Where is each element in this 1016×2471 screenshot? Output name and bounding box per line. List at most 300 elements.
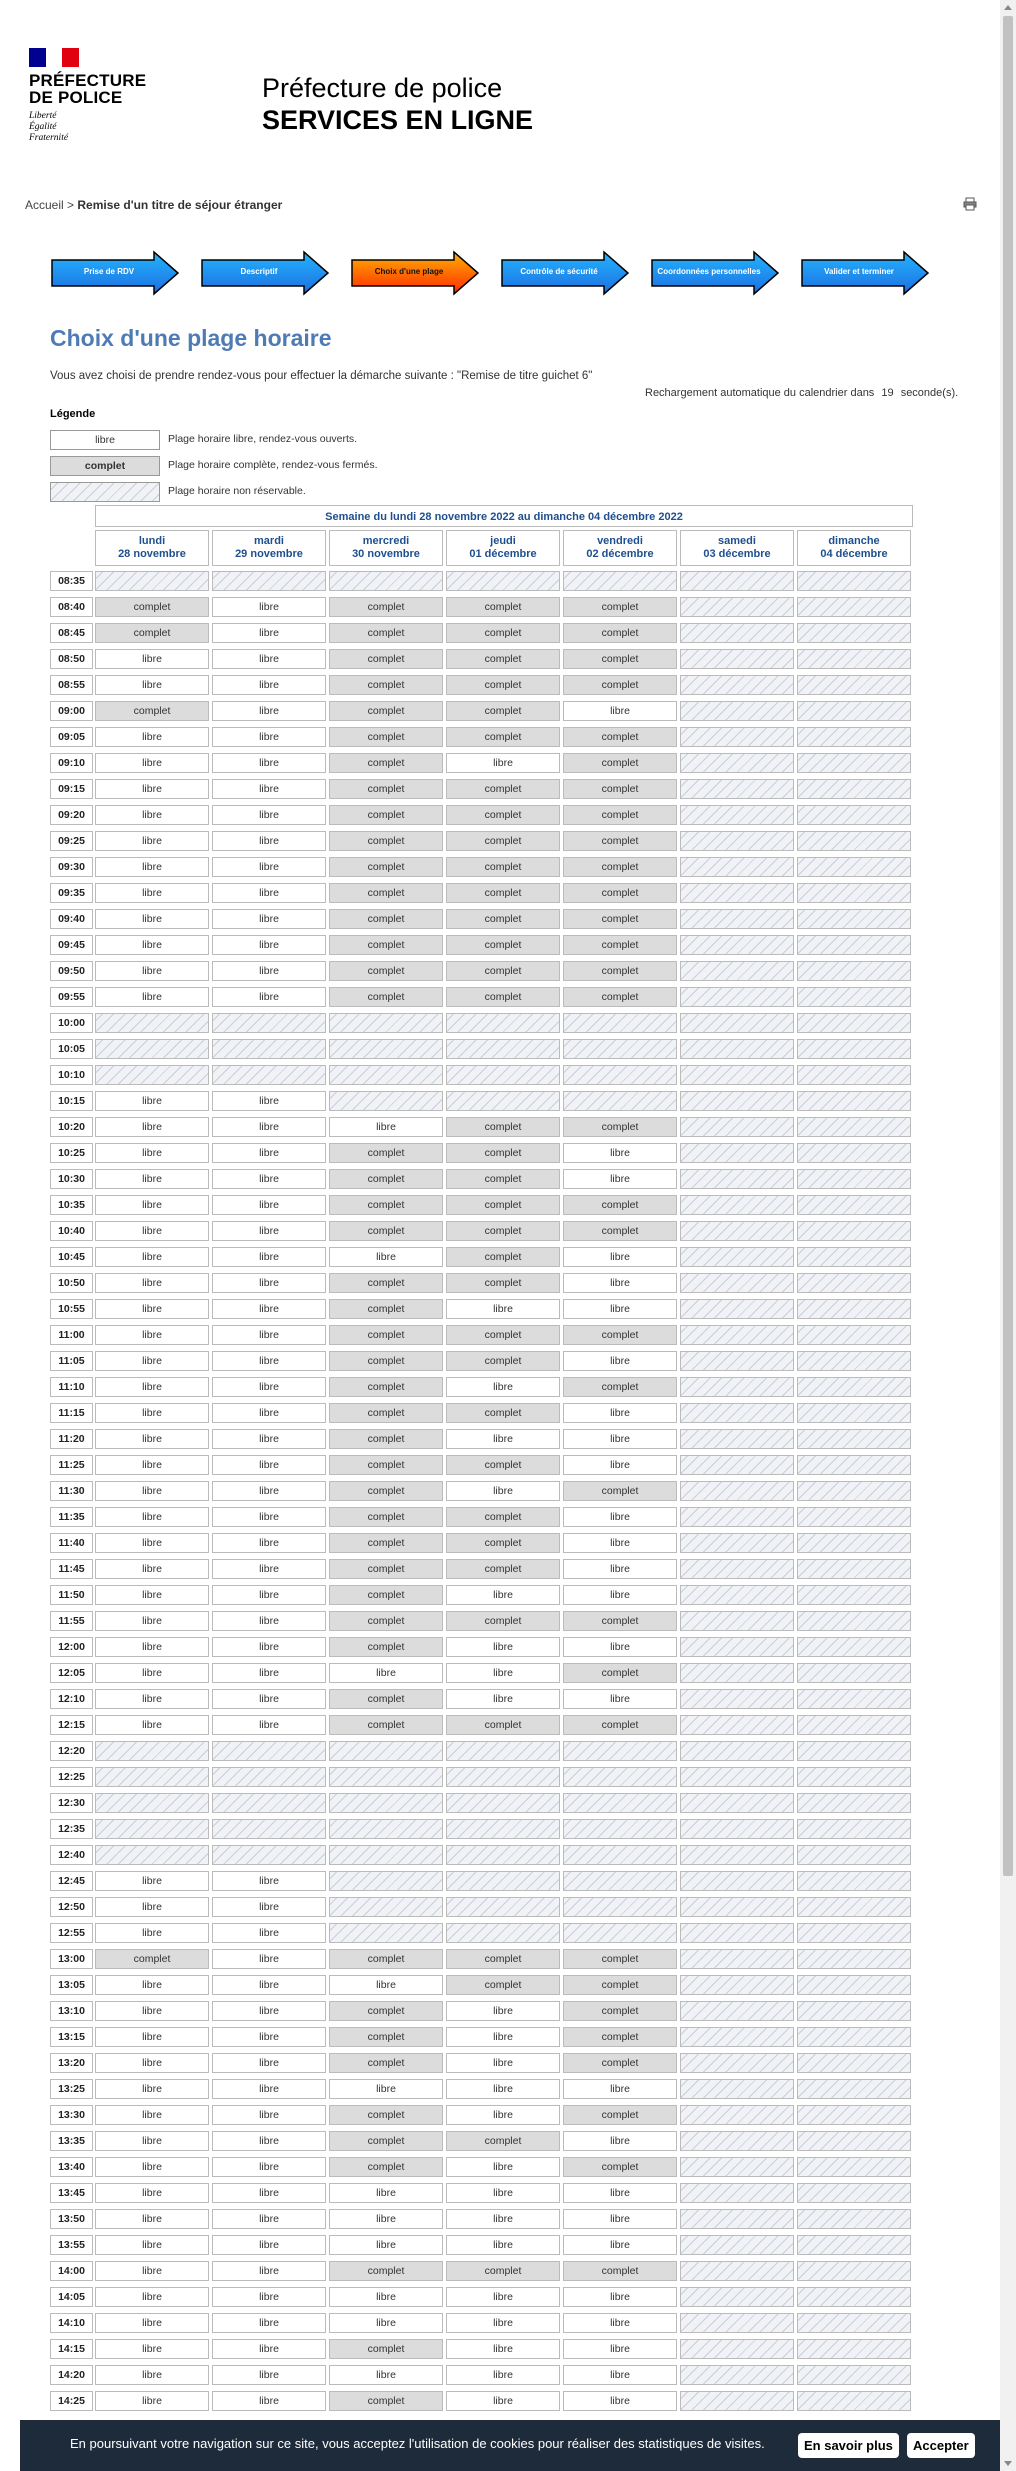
slot-libre[interactable]: libre [212,1117,326,1137]
logo-title-line2: DE POLICE [29,88,123,107]
slot-libre[interactable]: libre [95,1273,209,1293]
slot-libre[interactable]: libre [212,805,326,825]
slot-libre[interactable]: libre [95,1429,209,1449]
slot-libre[interactable]: libre [95,1923,209,1943]
slot-libre[interactable]: libre [446,1585,560,1605]
slot-libre[interactable]: libre [212,1897,326,1917]
slot-libre[interactable]: libre [95,2365,209,2385]
slot-libre[interactable]: libre [212,883,326,903]
slot-libre[interactable]: libre [563,1169,677,1189]
slot-complet: complet [329,1221,443,1241]
slot-libre[interactable]: libre [212,1637,326,1657]
slot-libre[interactable]: libre [95,675,209,695]
slot-complet: complet [446,1195,560,1215]
slot-complet: complet [329,1481,443,1501]
slot-libre[interactable]: libre [212,2053,326,2073]
slot-non-reservable [797,1663,911,1683]
cookie-text: En poursuivant votre navigation sur ce site, vous acceptez l'utilisation de cookies pour réaliser des statistiques de visites. [70,2436,765,2451]
slot-libre[interactable]: libre [212,2365,326,2385]
slot-complet: complet [329,1585,443,1605]
slot-non-reservable [680,1273,794,1293]
slot-libre[interactable]: libre [212,935,326,955]
reload-notice: Rechargement automatique du calendrier dans 19 seconde(s). [645,387,959,399]
slot-complet: complet [446,805,560,825]
slot-non-reservable [563,1013,677,1033]
page-title: Choix d'une plage horaire [50,325,332,351]
slot-libre[interactable]: libre [563,1351,677,1371]
slot-libre[interactable]: libre [95,1533,209,1553]
slot-libre[interactable]: libre [212,701,326,721]
slot-non-reservable [563,1897,677,1917]
slot-libre[interactable]: libre [95,1221,209,1241]
slot-libre[interactable]: libre [446,2235,560,2255]
slot-non-reservable [797,857,911,877]
slot-libre[interactable]: libre [329,2365,443,2385]
time-slot-label: 09:20 [50,805,93,825]
slot-libre[interactable]: libre [212,2001,326,2021]
slot-complet: complet [329,2391,443,2411]
slot-libre[interactable]: libre [95,1143,209,1163]
slot-libre[interactable]: libre [212,2105,326,2125]
time-slot-label: 10:40 [50,1221,93,1241]
slot-non-reservable [797,2339,911,2359]
slot-libre[interactable]: libre [563,2287,677,2307]
slot-non-reservable [563,1793,677,1813]
slot-complet: complet [446,623,560,643]
page-scrollbar[interactable] [1000,0,1016,2471]
slot-libre[interactable]: libre [563,1637,677,1657]
slot-libre[interactable]: libre [95,2339,209,2359]
slot-libre[interactable]: libre [95,987,209,1007]
slot-libre[interactable]: libre [212,1871,326,1891]
slot-libre[interactable]: libre [95,779,209,799]
slot-non-reservable [680,2131,794,2151]
slot-libre[interactable]: libre [95,857,209,877]
slot-libre[interactable]: libre [446,1663,560,1683]
time-slot-label: 12:15 [50,1715,93,1735]
step-6[interactable] [800,250,930,296]
printer-icon[interactable] [963,197,977,211]
slot-non-reservable [797,597,911,617]
slot-libre[interactable]: libre [95,2105,209,2125]
slot-libre[interactable]: libre [95,1585,209,1605]
slot-libre[interactable]: libre [212,623,326,643]
slot-libre[interactable]: libre [95,1455,209,1475]
step-1[interactable] [50,250,180,296]
slot-libre[interactable]: libre [563,1585,677,1605]
slot-libre[interactable]: libre [212,2209,326,2229]
slot-non-reservable [95,1013,209,1033]
slot-libre[interactable]: libre [563,1559,677,1579]
slot-libre[interactable]: libre [212,857,326,877]
slot-non-reservable [797,883,911,903]
slot-libre[interactable]: libre [446,2209,560,2229]
slot-libre[interactable]: libre [95,2001,209,2021]
slot-libre[interactable]: libre [212,2027,326,2047]
slot-libre[interactable]: libre [212,1221,326,1241]
slot-libre[interactable]: libre [563,1273,677,1293]
slot-libre[interactable]: libre [212,1611,326,1631]
slot-libre[interactable]: libre [95,1715,209,1735]
slot-libre[interactable]: libre [446,2157,560,2177]
time-slot-label: 12:20 [50,1741,93,1761]
breadcrumb-home-link[interactable]: Accueil [25,198,64,212]
slot-libre[interactable]: libre [329,2313,443,2333]
slot-complet: complet [329,623,443,643]
slot-libre[interactable]: libre [212,1351,326,1371]
time-slot-label: 13:20 [50,2053,93,2073]
slot-libre[interactable]: libre [212,2183,326,2203]
slot-complet: complet [329,2261,443,2281]
slot-libre[interactable]: libre [212,1923,326,1943]
slot-libre[interactable]: libre [212,597,326,617]
slot-complet: complet [329,779,443,799]
slot-libre[interactable]: libre [212,2079,326,2099]
time-slot-label: 14:05 [50,2287,93,2307]
slot-libre[interactable]: libre [446,1481,560,1501]
slot-libre[interactable]: libre [446,1429,560,1449]
slot-non-reservable [797,1455,911,1475]
slot-non-reservable [797,753,911,773]
slot-libre[interactable]: libre [212,1481,326,1501]
slot-non-reservable [95,1845,209,1865]
slot-libre[interactable]: libre [329,2079,443,2099]
time-slot-label: 09:25 [50,831,93,851]
scrollbar-thumb[interactable] [1003,16,1013,1876]
time-slot-label: 12:40 [50,1845,93,1865]
time-slot-label: 14:20 [50,2365,93,2385]
time-slot-label: 14:25 [50,2391,93,2411]
slot-libre[interactable]: libre [446,753,560,773]
slot-non-reservable [680,1455,794,1475]
slot-libre[interactable]: libre [95,2053,209,2073]
slot-libre[interactable]: libre [212,1715,326,1735]
slot-libre[interactable]: libre [446,1637,560,1657]
slot-libre[interactable]: libre [563,2209,677,2229]
slot-non-reservable [797,2157,911,2177]
slot-complet: complet [446,1403,560,1423]
slot-libre[interactable]: libre [95,935,209,955]
slot-libre[interactable]: libre [563,1143,677,1163]
slot-libre[interactable]: libre [563,1299,677,1319]
slot-libre[interactable]: libre [95,1689,209,1709]
time-slot-label: 08:35 [50,571,93,591]
slot-complet: complet [563,987,677,1007]
slot-non-reservable [680,1403,794,1423]
scroll-up-icon[interactable] [1004,5,1012,10]
slot-non-reservable [680,2339,794,2359]
slot-libre[interactable]: libre [329,1663,443,1683]
slot-libre[interactable]: libre [563,1455,677,1475]
slot-libre[interactable]: libre [95,1299,209,1319]
slot-libre[interactable]: libre [212,2339,326,2359]
slot-libre[interactable]: libre [212,2131,326,2151]
slot-libre[interactable]: libre [95,1195,209,1215]
slot-libre[interactable]: libre [95,753,209,773]
slot-complet: complet [446,701,560,721]
slot-libre[interactable]: libre [212,1377,326,1397]
time-slot-label: 09:05 [50,727,93,747]
slot-libre[interactable]: libre [563,2365,677,2385]
step-5[interactable] [650,250,780,296]
slot-libre[interactable]: libre [446,2079,560,2099]
slot-libre[interactable]: libre [95,1247,209,1267]
slot-libre[interactable]: libre [95,2391,209,2411]
slot-libre[interactable]: libre [95,2131,209,2151]
slot-complet: complet [329,1351,443,1371]
slot-non-reservable [797,1845,911,1865]
slot-libre[interactable]: libre [563,2235,677,2255]
slot-libre[interactable]: libre [446,2391,560,2411]
slot-libre[interactable]: libre [446,2105,560,2125]
slot-non-reservable [797,1559,911,1579]
slot-non-reservable [680,2287,794,2307]
slot-libre[interactable]: libre [95,2209,209,2229]
slot-libre[interactable]: libre [95,1117,209,1137]
slot-non-reservable [680,1377,794,1397]
slot-libre[interactable]: libre [446,2339,560,2359]
slot-libre[interactable]: libre [95,649,209,669]
slot-libre[interactable]: libre [563,2313,677,2333]
slot-libre[interactable]: libre [95,1871,209,1891]
slot-libre[interactable]: libre [95,1897,209,1917]
slot-libre[interactable]: libre [446,1299,560,1319]
slot-libre[interactable]: libre [212,1455,326,1475]
slot-libre[interactable]: libre [95,2287,209,2307]
slot-complet: complet [563,831,677,851]
slot-libre[interactable]: libre [95,909,209,929]
slot-libre[interactable]: libre [563,1689,677,1709]
slot-libre[interactable]: libre [95,2027,209,2047]
slot-libre[interactable]: libre [212,1663,326,1683]
slot-non-reservable [797,909,911,929]
slot-libre[interactable]: libre [212,831,326,851]
slot-non-reservable [680,1793,794,1813]
slot-non-reservable [95,1767,209,1787]
scroll-down-icon[interactable] [1004,2461,1012,2466]
slot-non-reservable [680,1091,794,1111]
slot-non-reservable [797,1793,911,1813]
step-4[interactable] [500,250,630,296]
time-slot-label: 13:55 [50,2235,93,2255]
slot-non-reservable [797,675,911,695]
slot-non-reservable [329,1013,443,1033]
slot-libre[interactable]: libre [95,2079,209,2099]
slot-libre[interactable]: libre [212,1195,326,1215]
slot-non-reservable [680,597,794,617]
cookie-more-button[interactable]: En savoir plus [798,2433,899,2458]
slot-libre[interactable]: libre [212,753,326,773]
slot-complet: complet [563,2001,677,2021]
slot-libre[interactable]: libre [563,2391,677,2411]
slot-libre[interactable]: libre [212,909,326,929]
slot-libre[interactable]: libre [95,1091,209,1111]
slot-libre[interactable]: libre [95,1663,209,1683]
slot-libre[interactable]: libre [446,2365,560,2385]
slot-libre[interactable]: libre [212,1429,326,1449]
slot-libre[interactable]: libre [212,675,326,695]
slot-non-reservable [212,1767,326,1787]
slot-libre[interactable]: libre [212,2157,326,2177]
slot-libre[interactable]: libre [446,1689,560,1709]
slot-libre[interactable]: libre [95,1611,209,1631]
time-slot-label: 12:05 [50,1663,93,1683]
slot-non-reservable [797,2053,911,2073]
slot-non-reservable [797,1975,911,1995]
slot-libre[interactable]: libre [212,1299,326,1319]
slot-libre[interactable]: libre [95,1507,209,1527]
slot-libre[interactable]: libre [212,1689,326,1709]
slot-libre[interactable]: libre [329,1117,443,1137]
slot-libre[interactable]: libre [212,779,326,799]
slot-libre[interactable]: libre [95,1351,209,1371]
slot-libre[interactable]: libre [95,1481,209,1501]
slot-complet: complet [329,1715,443,1735]
legend-box-complet: complet [50,456,160,476]
slot-non-reservable [680,701,794,721]
slot-non-reservable [680,1325,794,1345]
slot-non-reservable [797,727,911,747]
slot-libre[interactable]: libre [563,2339,677,2359]
slot-libre[interactable]: libre [446,2183,560,2203]
slot-libre[interactable]: libre [212,1585,326,1605]
time-slot-label: 10:35 [50,1195,93,1215]
slot-libre[interactable]: libre [95,1377,209,1397]
slot-libre[interactable]: libre [95,961,209,981]
cookie-accept-button[interactable]: Accepter [907,2433,975,2458]
slot-non-reservable [446,1741,560,1761]
slot-libre[interactable]: libre [95,1403,209,1423]
slot-complet: complet [563,1975,677,1995]
slot-libre[interactable]: libre [563,1507,677,1527]
slot-libre[interactable]: libre [212,1403,326,1423]
slot-libre[interactable]: libre [95,2235,209,2255]
slot-libre[interactable]: libre [212,1325,326,1345]
site-title: Préfecture de police SERVICES EN LIGNE [262,73,534,135]
prefecture-logo[interactable] [29,48,149,144]
slot-complet: complet [446,1533,560,1553]
slot-libre[interactable]: libre [95,1559,209,1579]
slot-libre[interactable]: libre [95,2157,209,2177]
slot-complet: complet [329,727,443,747]
slot-libre[interactable]: libre [329,2287,443,2307]
slot-libre[interactable]: libre [329,1975,443,1995]
time-slot-label: 12:30 [50,1793,93,1813]
slot-complet: complet [329,2105,443,2125]
slot-complet: complet [446,649,560,669]
slot-libre[interactable]: libre [212,961,326,981]
slot-libre[interactable]: libre [212,1559,326,1579]
slot-libre[interactable]: libre [95,2261,209,2281]
slot-libre[interactable]: libre [563,2131,677,2151]
slot-libre[interactable]: libre [95,883,209,903]
slot-non-reservable [680,2079,794,2099]
slot-libre[interactable]: libre [212,1247,326,1267]
slot-libre[interactable]: libre [212,2287,326,2307]
slot-libre[interactable]: libre [212,1169,326,1189]
slot-libre[interactable]: libre [95,1169,209,1189]
slot-non-reservable [680,1429,794,1449]
slot-libre[interactable]: libre [329,1247,443,1267]
slot-non-reservable [563,1039,677,1059]
slot-libre[interactable]: libre [446,2027,560,2047]
reload-seconds: 19 [881,387,894,399]
slot-libre[interactable]: libre [446,2287,560,2307]
slot-non-reservable [797,2209,911,2229]
slot-non-reservable [680,1715,794,1735]
slot-complet: complet [563,727,677,747]
slot-libre[interactable]: libre [212,1091,326,1111]
slot-non-reservable [446,1091,560,1111]
slot-libre[interactable]: libre [212,2313,326,2333]
slot-libre[interactable]: libre [212,1975,326,1995]
slot-libre[interactable]: libre [95,1637,209,1657]
slot-complet: complet [329,2001,443,2021]
slot-libre[interactable]: libre [212,2261,326,2281]
slot-libre[interactable]: libre [446,2313,560,2333]
time-slot-label: 12:55 [50,1923,93,1943]
slot-libre[interactable]: libre [563,1533,677,1553]
slot-libre[interactable]: libre [212,1273,326,1293]
slot-non-reservable [680,2365,794,2385]
slot-libre[interactable]: libre [212,1949,326,1969]
slot-complet: complet [563,805,677,825]
slot-libre[interactable]: libre [329,2235,443,2255]
slot-libre[interactable]: libre [212,2391,326,2411]
time-slot-label: 11:00 [50,1325,93,1345]
slot-non-reservable [329,1039,443,1059]
republic-motto: Liberté Égalité Fraternité [29,111,69,143]
slot-libre[interactable]: libre [329,2209,443,2229]
slot-libre[interactable]: libre [95,1975,209,1995]
slot-libre[interactable]: libre [446,2001,560,2021]
slot-libre[interactable]: libre [212,1143,326,1163]
slot-libre[interactable]: libre [563,1247,677,1267]
slot-libre[interactable]: libre [563,701,677,721]
time-slot-label: 10:20 [50,1117,93,1137]
time-slot-label: 09:10 [50,753,93,773]
slot-libre[interactable]: libre [212,727,326,747]
slot-non-reservable [797,1689,911,1709]
slot-non-reservable [95,571,209,591]
slot-libre[interactable]: libre [446,1377,560,1397]
slot-libre[interactable]: libre [95,831,209,851]
slot-libre[interactable]: libre [212,987,326,1007]
slot-libre[interactable]: libre [563,2183,677,2203]
slot-libre[interactable]: libre [95,805,209,825]
slot-libre[interactable]: libre [95,2313,209,2333]
slot-libre[interactable]: libre [563,1403,677,1423]
step-2[interactable] [200,250,330,296]
slot-libre[interactable]: libre [329,2183,443,2203]
slot-non-reservable [797,2391,911,2411]
slot-libre[interactable]: libre [563,1429,677,1449]
slot-libre[interactable]: libre [95,2183,209,2203]
slot-libre[interactable]: libre [212,1507,326,1527]
slot-non-reservable [563,1091,677,1111]
slot-non-reservable [329,1897,443,1917]
slot-libre[interactable]: libre [212,649,326,669]
slot-libre[interactable]: libre [446,2053,560,2073]
time-slot-label: 11:25 [50,1455,93,1475]
slot-libre[interactable]: libre [212,1533,326,1553]
slot-non-reservable [446,1897,560,1917]
slot-libre[interactable]: libre [563,2079,677,2099]
slot-libre[interactable]: libre [212,2235,326,2255]
slot-libre[interactable]: libre [95,727,209,747]
slot-non-reservable [797,2313,911,2333]
slot-libre[interactable]: libre [95,1325,209,1345]
